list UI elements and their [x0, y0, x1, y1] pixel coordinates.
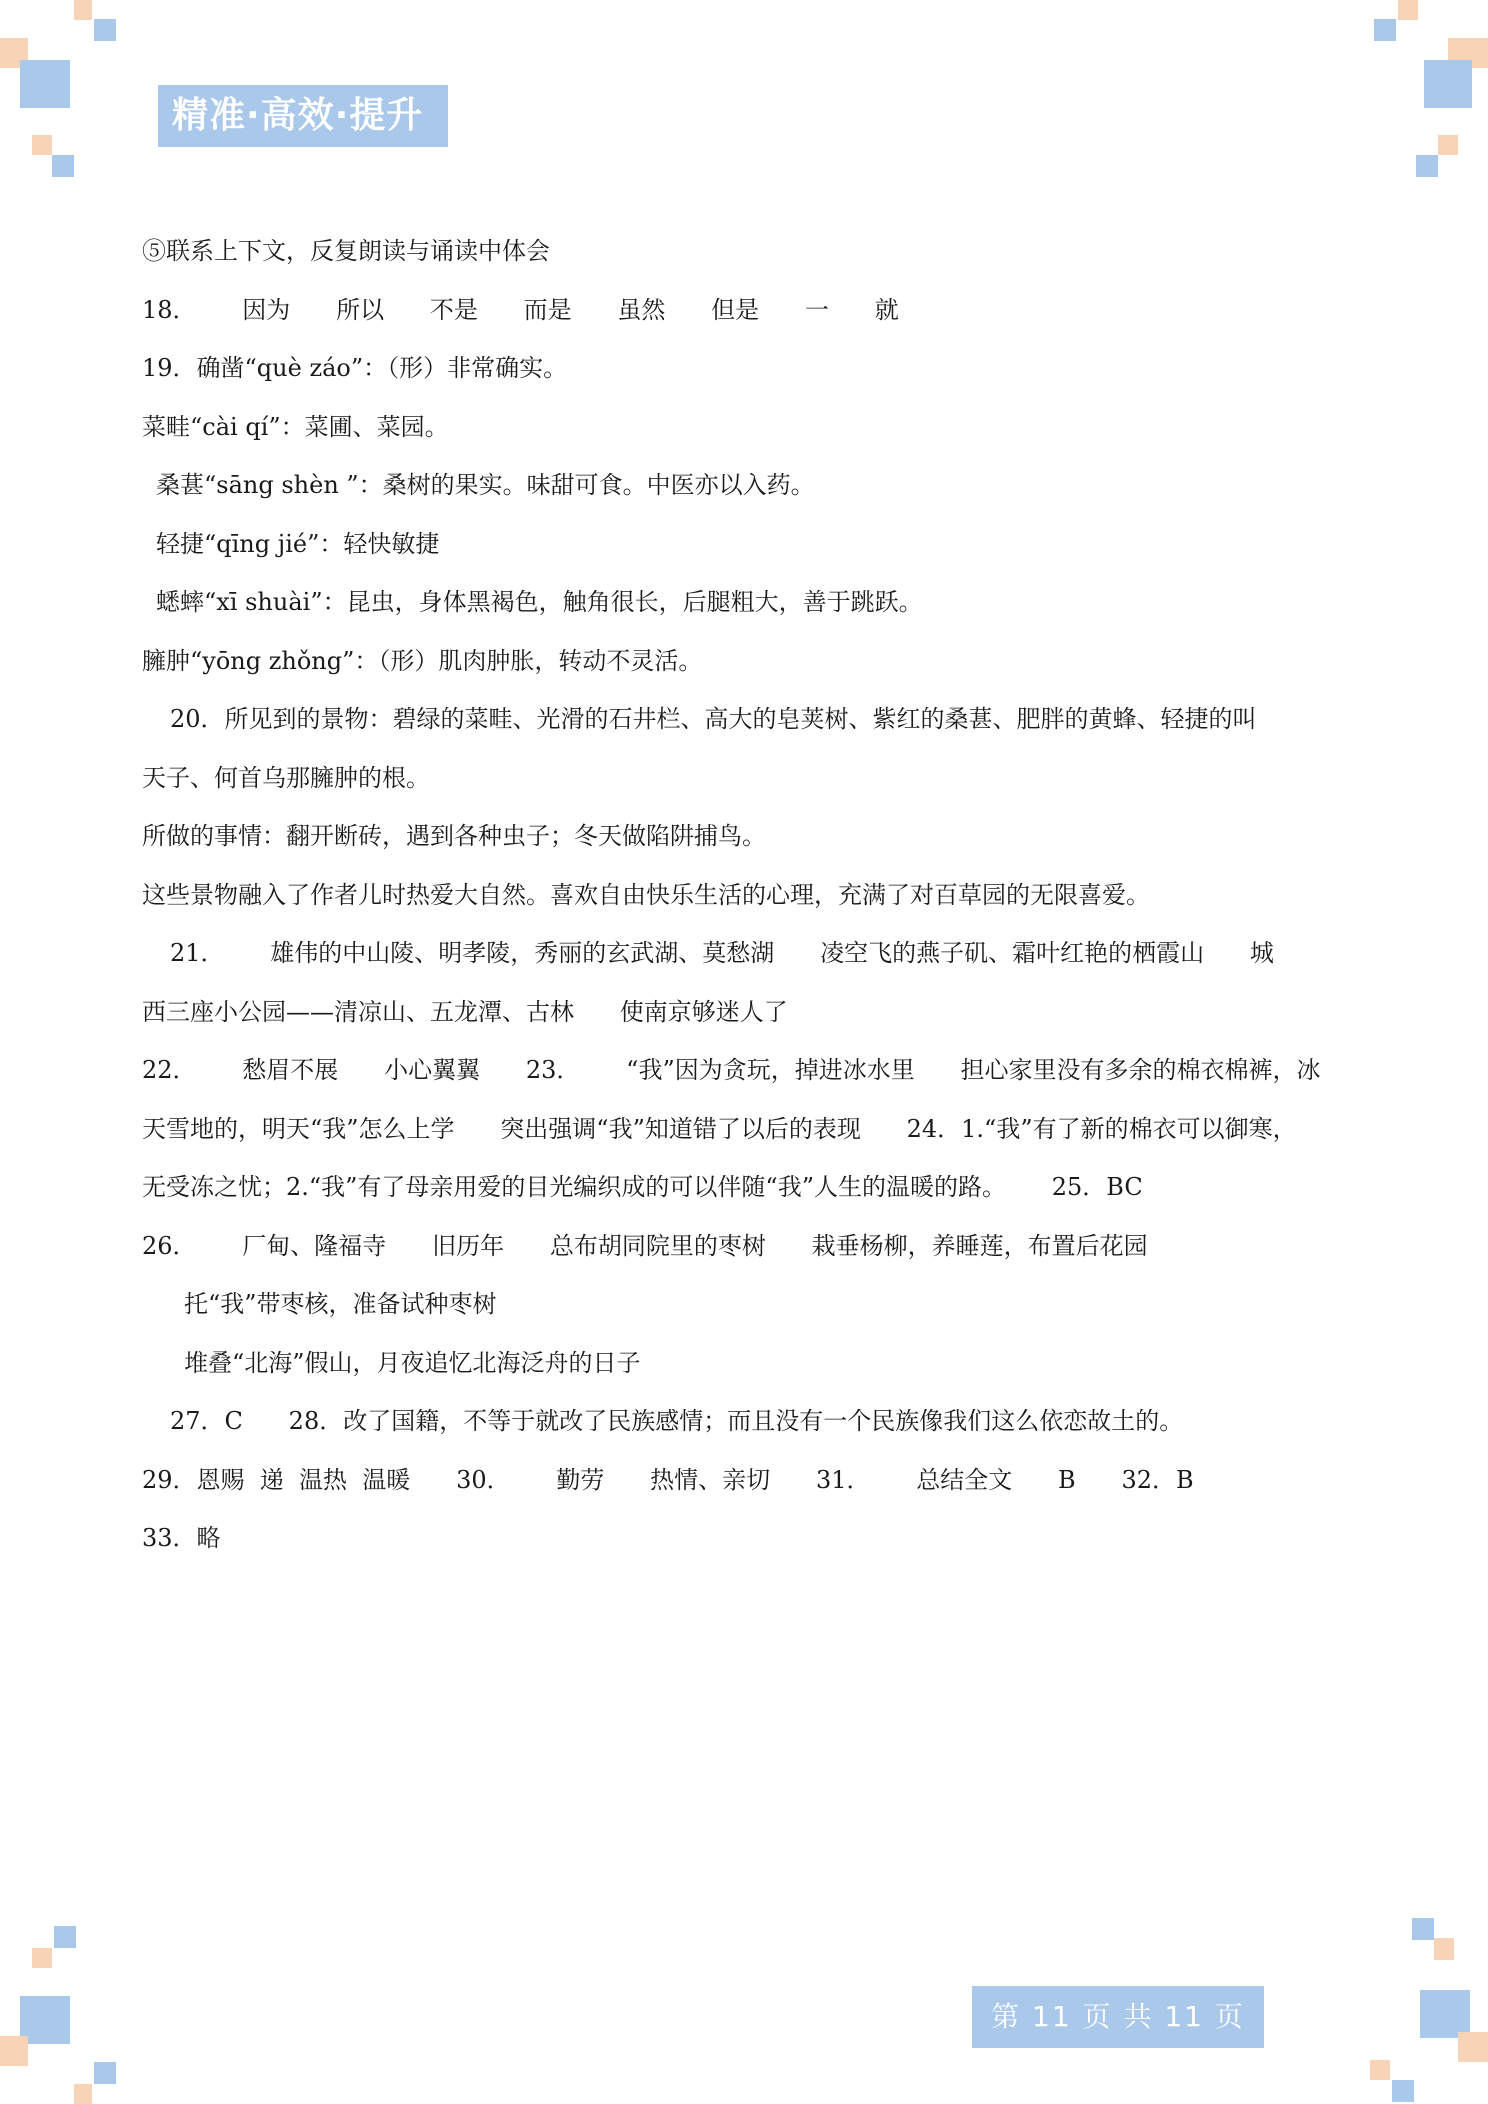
- text-line: 臃肿“yōng zhǒng”：（形）肌肉肿胀，转动不灵活。: [142, 646, 703, 675]
- decor-square: [1438, 135, 1458, 155]
- decor-square: [94, 19, 116, 41]
- text-line: 这些景物融入了作者儿时热爱大自然。喜欢自由快乐生活的心理，充满了对百草园的无限喜爱。: [142, 880, 1150, 909]
- decor-square: [1412, 1918, 1434, 1940]
- decor-square: [32, 135, 52, 155]
- text-line: 西三座小公园——清凉山、五龙潭、古林 使南京够迷人了: [142, 997, 788, 1026]
- decor-square: [74, 2084, 92, 2104]
- text-line: 无受冻之忧；2.“我”有了母亲用爱的目光编织成的可以伴随“我”人生的温暖的路。 25．BC: [142, 1173, 1143, 1201]
- text-line: 20．所见到的景物：碧绿的菜畦、光滑的石井栏、高大的皂荚树、紫红的桑葚、肥胖的黄蜂、轻捷的叫: [170, 705, 1257, 733]
- brand-badge: 精准·高效·提升: [158, 85, 448, 147]
- text-line: 托“我”带枣核，准备试种枣树: [184, 1290, 497, 1318]
- decor-square: [1458, 2032, 1488, 2062]
- text-line: 19．确凿“què záo”：（形）非常确实。: [142, 354, 568, 382]
- text-line: 天子、何首乌那臃肿的根。: [142, 763, 430, 792]
- text-line: 22． 愁眉不展 小心翼翼 23． “我”因为贪玩，掉进冰水里 担心家里没有多余的棉衣棉裤，冰: [142, 1056, 1321, 1084]
- decor-square: [74, 0, 92, 20]
- decor-square: [32, 1948, 52, 1968]
- decor-square: [1392, 2080, 1414, 2102]
- text-line: 33．略: [142, 1524, 221, 1552]
- text-line: 堆叠“北海”假山，月夜追忆北海泛舟的日子: [184, 1348, 641, 1377]
- text-line: ⑤联系上下文，反复朗读与诵读中体会: [142, 237, 550, 265]
- decor-square: [0, 2036, 28, 2066]
- decor-square: [1416, 155, 1438, 177]
- text-line: 27．C 28．改了国籍，不等于就改了民族感情；而且没有一个民族像我们这么依恋故土的。: [170, 1407, 1184, 1435]
- text-line: 21． 雄伟的中山陵、明孝陵，秀丽的玄武湖、莫愁湖 凌空飞的燕子矶、霜叶红艳的栖霞山 城: [170, 939, 1274, 967]
- decor-square: [20, 60, 70, 108]
- text-line: 18． 因为 所以 不是 而是 虽然 但是 一 就: [142, 295, 899, 324]
- text-line: 26． 厂甸、隆福寺 旧历年 总布胡同院里的枣树 栽垂杨柳，养睡莲，布置后花园: [142, 1231, 1148, 1260]
- text-line: 轻捷“qīng jié”：轻快敏捷: [156, 529, 440, 558]
- answer-content: [142, 222, 1360, 1568]
- text-line: 天雪地的，明天“我”怎么上学 突出强调“我”知道错了以后的表现 24．1.“我”有了新的棉衣可以御寒，: [142, 1114, 1297, 1143]
- text-line: 桑葚“sāng shèn ”：桑树的果实。味甜可食。中医亦以入药。: [156, 471, 815, 499]
- decor-square: [94, 2062, 116, 2084]
- decor-square: [54, 1926, 76, 1948]
- decor-square: [1420, 1990, 1470, 2038]
- page-indicator: 第 11 页 共 11 页: [972, 1986, 1264, 2048]
- text-line: 菜畦“cài qí”：菜圃、菜园。: [142, 412, 449, 441]
- decor-square: [1374, 19, 1396, 41]
- decor-square: [1398, 0, 1418, 20]
- decor-square: [1424, 60, 1472, 108]
- text-line: 29．恩赐 递 温热 温暖 30． 勤劳 热情、亲切 31． 总结全文 B 32．B: [142, 1465, 1194, 1494]
- decor-square: [52, 155, 74, 177]
- text-line: 所做的事情：翻开断砖，遇到各种虫子；冬天做陷阱捕鸟。: [142, 822, 766, 850]
- decor-square: [1434, 1938, 1454, 1960]
- decor-square: [1370, 2060, 1390, 2080]
- text-line: 蟋蟀“xī shuài”：昆虫，身体黑褐色，触角很长，后腿粗大，善于跳跃。: [156, 588, 923, 616]
